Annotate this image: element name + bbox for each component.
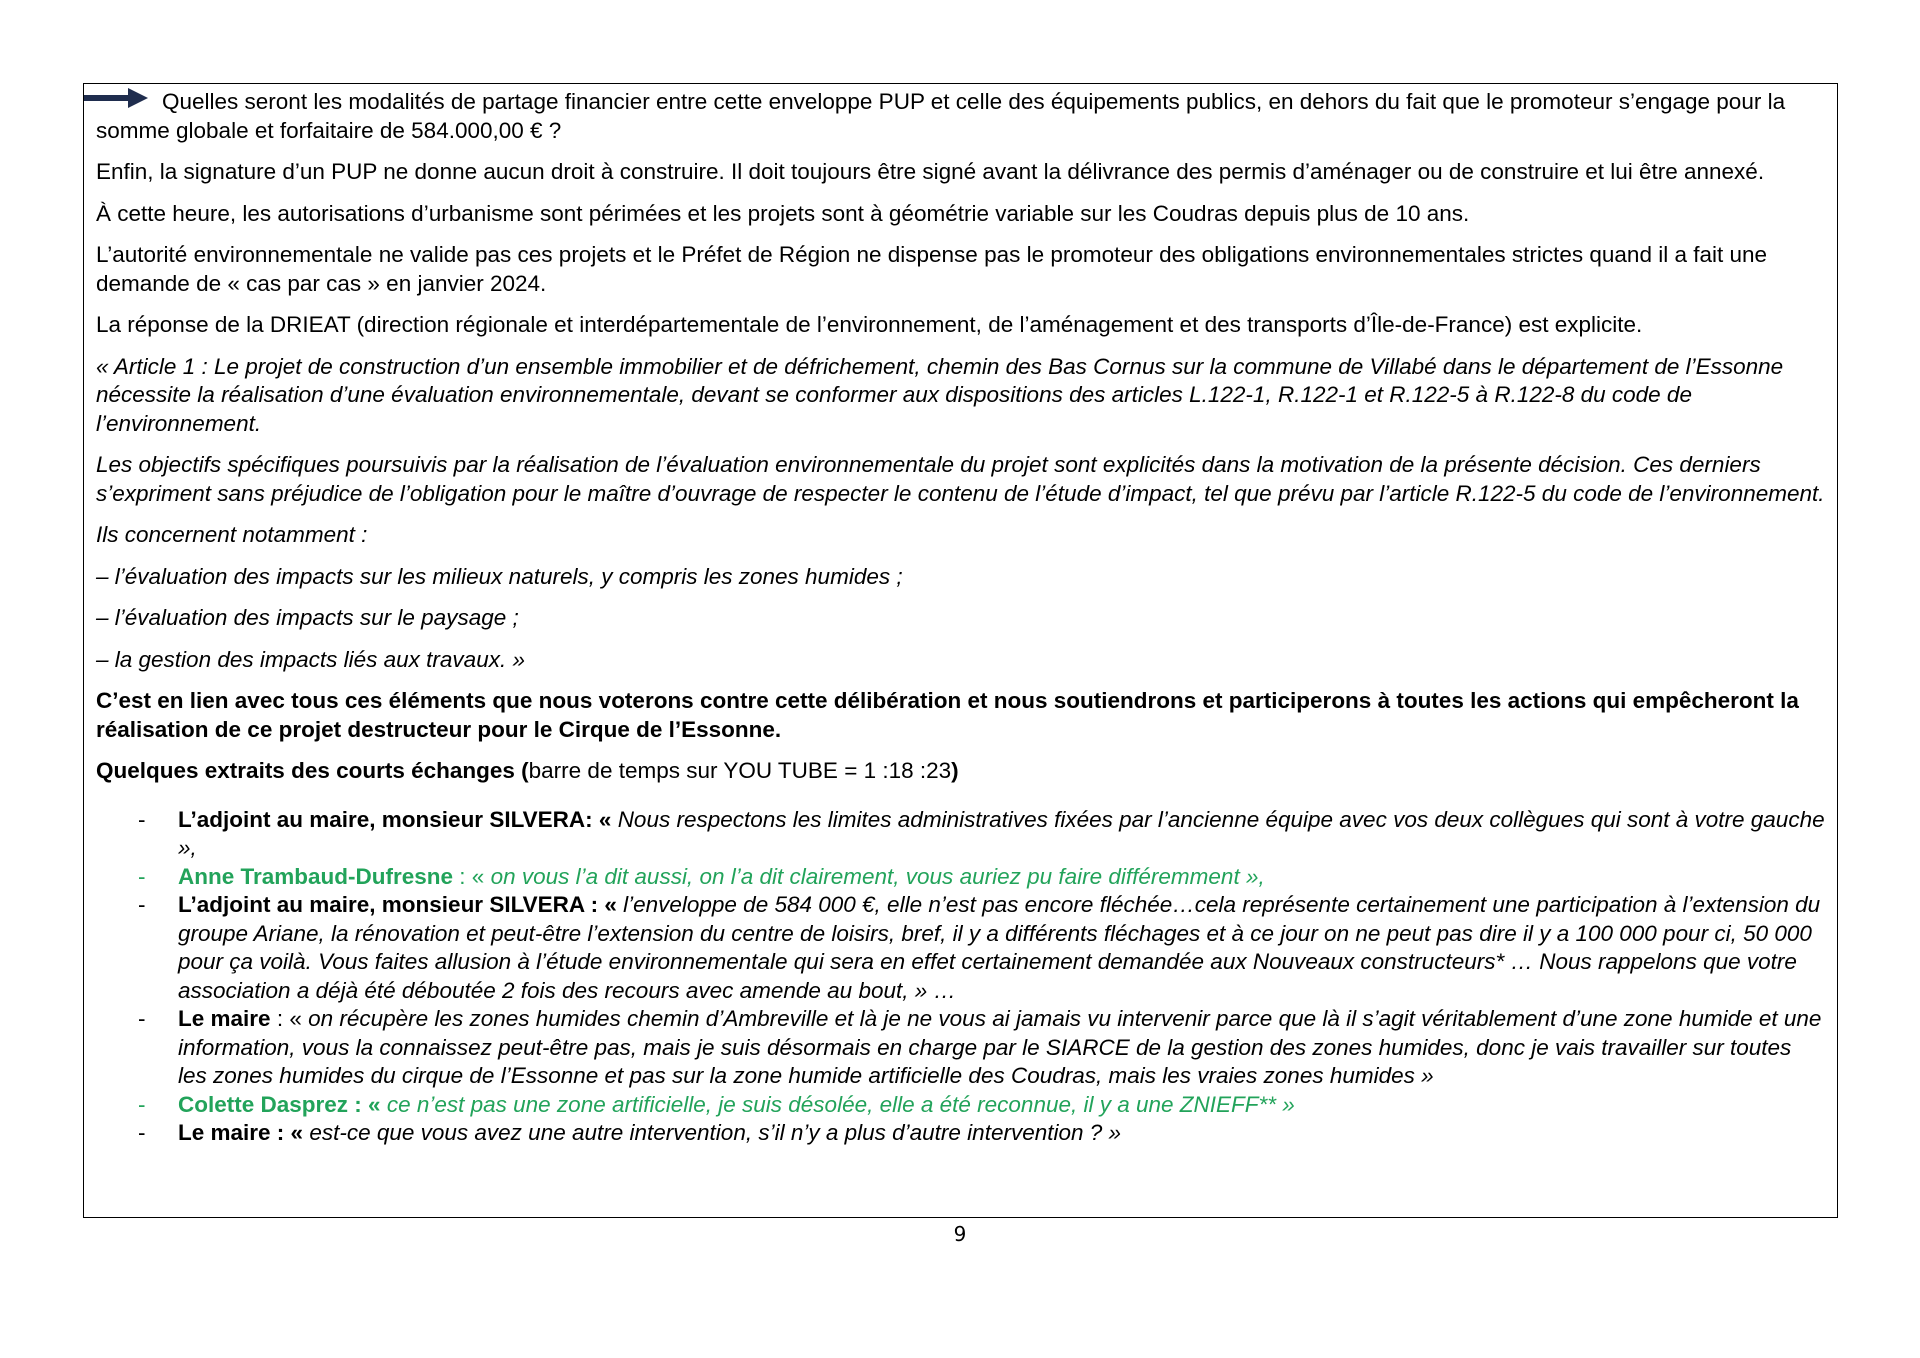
quote-item-landscape: – l’évaluation des impacts sur le paysage ; [96, 605, 519, 630]
extracts-close: ) [951, 758, 959, 783]
paragraph-environmental-authority: L’autorité environnementale ne valide pas ces projets et le Préfet de Région ne dispense pas le promoteur des obligations environnementales strictes quand il a fait une demande de « cas par cas » en janvier 2024. [96, 242, 1768, 296]
quote-item-works: – la gestion des impacts liés aux travaux. » [96, 646, 525, 672]
list-dash: - [138, 1120, 146, 1145]
exchange-text: est-ce que vous avez une autre intervention, s’il n’y a plus d’autre intervention ? » [309, 1120, 1122, 1145]
exchange-text: ce n’est pas une zone artificielle, je suis désolée, elle a été reconnue, il y a une ZNIEFF** » [386, 1091, 1295, 1117]
list-dash: - [138, 1006, 146, 1031]
exchange-text: Nous respectons les limites administratives fixées par l’ancienne équipe avec vos deux collègues qui sont à votre gauche », [178, 806, 1825, 860]
list-dash: - [138, 1091, 146, 1117]
list-dash: - [138, 863, 146, 889]
exchange-speaker: Le maire : « [178, 1120, 310, 1145]
list-dash: - [138, 892, 146, 917]
extracts-title: Quelques extraits des courts échanges ( [96, 758, 529, 783]
exchange-item [96, 891, 1825, 1005]
quote-article-1: « Article 1 : Le projet de construction d’un ensemble immobilier et de défrichement, chemin des Bas Cornus sur la commune de Villabé dans le département de l’Essonne nécessite la réalisation d’une évaluation environnementale, devant se conformer aux dispositions des articles L.122-1, R.122-1 et R.122-5 à R.122-8 du code de l’environnement. [96, 353, 1784, 436]
question-text: Quelles seront les modalités de partage financier entre cette enveloppe PUP et celle des équipements publics, en dehors du fait que le promoteur s’engage pour la somme globale et forfaitaire de 584.000,00 € ? [96, 89, 1786, 143]
page-number: 9 [953, 1222, 967, 1246]
paragraph-authorisations: À cette heure, les autorisations d’urbanisme sont périmées et les projets sont à géométrie variable sur les Coudras depuis plus de 10 ans. [96, 200, 1470, 226]
exchanges-list [96, 806, 1825, 1148]
extracts-heading [96, 757, 1825, 786]
exchange-speaker: Colette Dasprez : « [178, 1091, 387, 1117]
content-frame [83, 83, 1838, 1218]
quote-objectives: Les objectifs spécifiques poursuivis par la réalisation de l’évaluation environnementale du projet sont explicités dans la motivation de la présente décision. Ces derniers s’expriment sans préjudice de l’obligation pour le maître d’ouvrage de respecter le contenu de l’étude d’impact, tel que prévu par l’article R.122-5 du code de l’environnement. [96, 452, 1825, 506]
exchange-separator: : « [270, 1006, 309, 1031]
paragraph-question [96, 88, 1825, 145]
exchange-speaker: L’adjoint au maire, monsieur SILVERA: « [178, 806, 618, 832]
paragraph-pup-signature: Enfin, la signature d’un PUP ne donne aucun droit à construire. Il doit toujours être signé avant la délivrance des permis d’aménager ou de construire et lui être annexé. [96, 159, 1765, 184]
exchange-item [96, 863, 1825, 892]
quote-concern-intro: Ils concernent notamment : [96, 522, 368, 547]
exchange-text: l’enveloppe de 584 000 €, elle n’est pas encore fléchée…cela représente certainement une participation à l’extension du groupe Ariane, la rénovation et peut-être l’extension du centre de loisirs, bref, il y a différents fléchages et à ce jour on ne peut pas dire il y a 100 000 pour ci, 50 000 pour ça voilà. Vous faites allusion à l’étude environnementale qui sera en effet certainement demandée aux Nouveaux constructeurs* … Nous rappelons que votre association a déjà été déboutée 2 fois des recours avec amende au bout, » … [178, 892, 1821, 1003]
paragraph-conclusion: C’est en lien avec tous ces éléments que nous voterons contre cette délibération et nous soutiendrons et participerons à toutes les actions qui empêcheront la réalisation de ce projet destructeur pour le Cirque de l’Essonne. [96, 688, 1799, 742]
exchange-text: on récupère les zones humides chemin d’Ambreville et là je ne vous ai jamais vu intervenir parce que là il s’agit véritablement d’une zone humide et une information, vous la connaissez peut-être pas, mais je suis désormais en charge par le SIARCE de la gestion des zones humides, donc je vais travailler sur toutes les zones humides du cirque de l’Essonne et pas sur la zone humide artificielle des Coudras, mais les vraies zones humides » [178, 1006, 1822, 1088]
exchange-text: on vous l’a dit aussi, on l’a dit clairement, vous auriez pu faire différemment », [490, 863, 1265, 889]
exchange-item [96, 806, 1825, 863]
exchange-speaker: Anne Trambaud-Dufresne [178, 863, 454, 889]
paragraph-drieat: La réponse de la DRIEAT (direction régionale et interdépartementale de l’environnement, de l’aménagement et des transports d’Île-de-France) est explicite. [96, 312, 1643, 337]
exchange-item [96, 1005, 1825, 1091]
exchange-speaker: Le maire [178, 1006, 271, 1031]
exchange-separator: : « [453, 863, 491, 889]
right-arrow-icon [84, 87, 148, 116]
exchange-speaker: L’adjoint au maire, monsieur SILVERA : « [178, 892, 624, 917]
exchange-item [96, 1119, 1825, 1148]
list-dash: - [138, 806, 146, 832]
exchange-item [96, 1091, 1825, 1120]
quote-item-natural: – l’évaluation des impacts sur les milieux naturels, y compris les zones humides ; [96, 563, 903, 589]
extracts-note: barre de temps sur YOU TUBE = 1 :18 :23 [528, 758, 952, 783]
